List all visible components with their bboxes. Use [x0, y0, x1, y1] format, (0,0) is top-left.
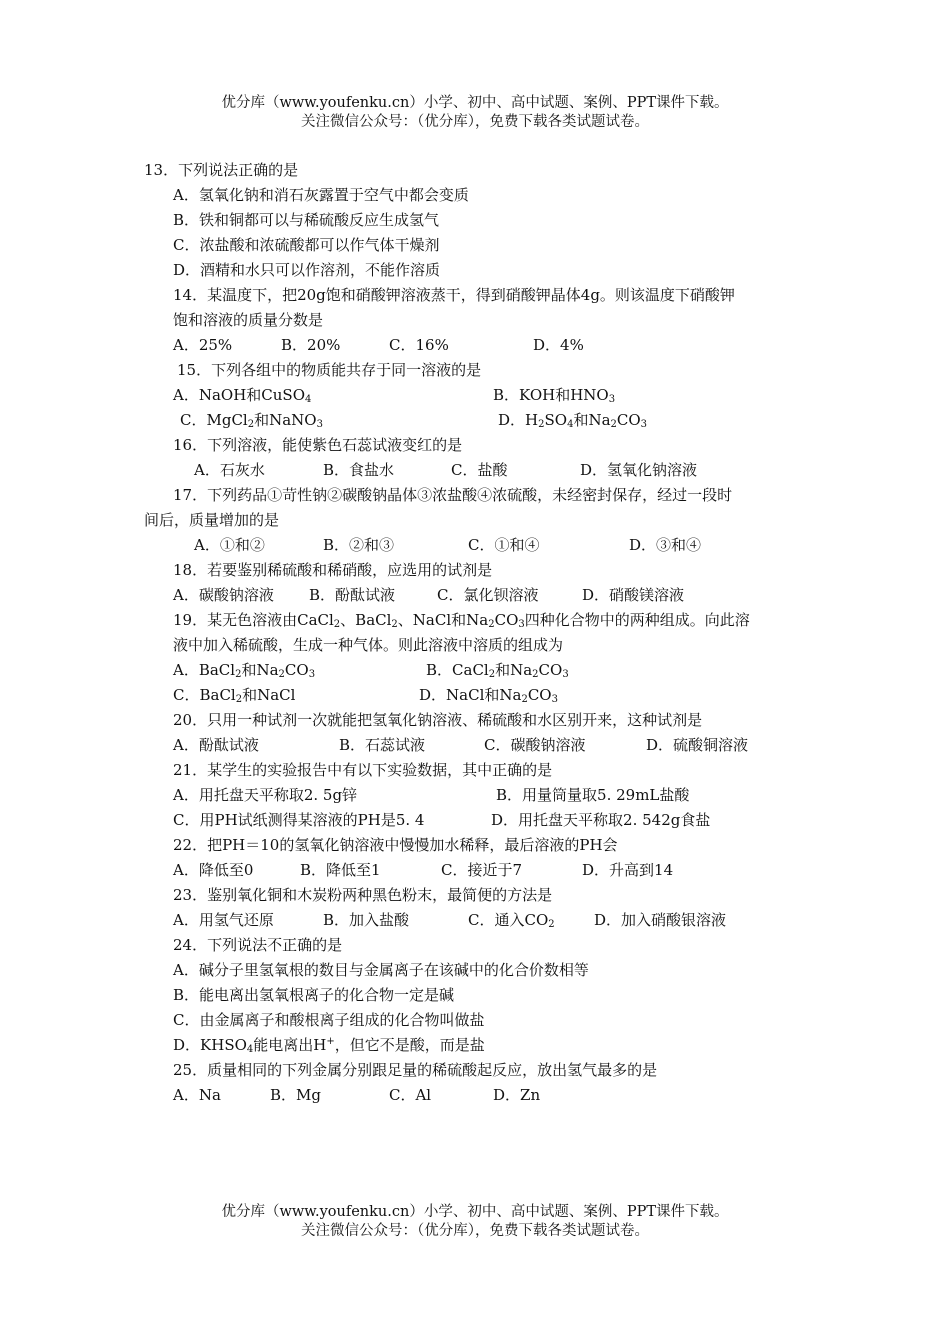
q23-option-a: A．用氢气还原 — [173, 911, 274, 929]
q22-option-a: A．降低至0 — [173, 861, 254, 879]
q13-option-c: C．浓盐酸和浓硫酸都可以作气体干燥剂 — [173, 236, 440, 254]
q19-options-cd — [0, 683, 950, 708]
q22-options — [0, 858, 950, 883]
q17-option-d: D．③和④ — [629, 536, 702, 554]
q14-option-b: B．20% — [281, 336, 341, 354]
q14-option-c: C．16% — [389, 336, 449, 354]
q19-stem-line2: 液中加入稀硫酸，生成一种气体。则此溶液中溶质的组成为 — [173, 636, 564, 654]
q13-option-d: D．酒精和水只可以作溶剂，不能作溶质 — [173, 261, 441, 279]
page-footer — [0, 1203, 950, 1241]
q15-stem: 15．下列各组中的物质能共存于同一溶液的是 — [177, 361, 482, 379]
q22-option-c: C．接近于7 — [441, 861, 523, 879]
q23-options — [0, 908, 950, 933]
q14-options — [0, 333, 950, 358]
q21-options-ab — [0, 783, 950, 808]
q18-option-d: D．硝酸镁溶液 — [582, 586, 685, 604]
q25-option-c: C．Al — [389, 1086, 432, 1104]
q18-option-a: A．碳酸钠溶液 — [173, 586, 274, 604]
q15-option-b: B．KOH和$HNO_3$ — [493, 386, 616, 405]
q18-stem: 18．若要鉴别稀硫酸和稀硝酸，应选用的试剂是 — [173, 561, 493, 579]
q15-option-c: C．MgCl$_2$和NaNO$_3$ — [180, 411, 323, 430]
q24-stem: 24．下列说法不正确的是 — [173, 936, 343, 954]
q13-stem: 13．下列说法正确的是 — [144, 161, 299, 179]
q15-options-ab — [0, 383, 950, 408]
page-header — [0, 94, 950, 132]
q25-stem: 25．质量相同的下列金属分别跟足量的稀硫酸起反应，放出氢气最多的是 — [173, 1061, 658, 1079]
q22-option-b: B．降低至1 — [300, 861, 381, 879]
q16-option-d: D．氢氧化钠溶液 — [580, 461, 698, 479]
q20-options — [0, 733, 950, 758]
q19-option-a: A．BaCl$_2$和$Na_2CO_3$ — [173, 661, 316, 680]
q15-options-cd — [0, 408, 950, 433]
q23-stem: 23．鉴别氧化铜和木炭粉两种黑色粉末，最简便的方法是 — [173, 886, 553, 904]
header-line-2: 关注微信公众号：（优分库），免费下载各类试题试卷。 — [301, 114, 649, 130]
q19-option-d: D．NaCl和$Na_2CO_3$ — [419, 686, 558, 705]
q21-options-cd — [0, 808, 950, 833]
q19-options-ab — [0, 658, 950, 683]
q23-option-d: D．加入硝酸银溶液 — [594, 911, 727, 929]
q24-option-b: B．能电离出氢氧根离子的化合物一定是碱 — [173, 986, 455, 1004]
q22-option-d: D．升高到14 — [582, 861, 674, 879]
q19-stem-line1: 19．某无色溶液由CaCl$_2$、BaCl$_2$、NaCl和$Na_2CO_3$四种化合物中的两种组成。向此溶 — [173, 611, 750, 630]
q20-option-b: B．石蕊试液 — [339, 736, 426, 754]
q14-option-a: A．25% — [173, 336, 233, 354]
q21-option-a: A．用托盘天平称取2. 5g锌 — [173, 786, 358, 804]
q15-option-a: A．NaOH和CuSO$_4$ — [173, 386, 312, 405]
q20-option-a: A．酚酞试液 — [173, 736, 259, 754]
q25-options — [0, 1083, 950, 1108]
q19-option-b: B．CaCl$_2$和$Na_2CO_3$ — [426, 661, 569, 680]
q20-option-d: D．硫酸铜溶液 — [646, 736, 749, 754]
footer-line-2: 关注微信公众号：（优分库），免费下载各类试题试卷。 — [301, 1223, 649, 1239]
q22-stem: 22．把PH＝10的氢氧化钠溶液中慢慢加水稀释，最后溶液的PH会 — [173, 836, 618, 854]
q25-option-b: B．Mg — [270, 1086, 321, 1104]
q16-options — [0, 458, 950, 483]
q14-option-d: D．4% — [533, 336, 584, 354]
footer-line-1: 优分库（www.youfenku.cn）小学、初中、高中试题、案例、PPT课件下载。 — [221, 1204, 729, 1220]
q21-option-c: C．用PH试纸测得某溶液的PH是5. 4 — [173, 811, 425, 829]
q16-stem: 16．下列溶液，能使紫色石蕊试液变红的是 — [173, 436, 463, 454]
q25-option-d: D．Zn — [493, 1086, 541, 1104]
q17-options — [0, 533, 950, 558]
q17-option-a: A．①和② — [194, 536, 265, 554]
q18-option-c: C．氯化钡溶液 — [437, 586, 539, 604]
q21-option-d: D．用托盘天平称取2. 542g食盐 — [491, 811, 711, 829]
q21-stem: 21．某学生的实验报告中有以下实验数据，其中正确的是 — [173, 761, 553, 779]
q16-option-c: C．盐酸 — [451, 461, 508, 479]
q17-stem-line1: 17．下列药品①苛性钠②碳酸钠晶体③浓盐酸④浓硫酸，未经密封保存，经过一段时 — [173, 486, 733, 504]
q16-option-b: B．食盐水 — [323, 461, 395, 479]
q24-option-a: A．碱分子里氢氧根的数目与金属离子在该碱中的化合价数相等 — [173, 961, 589, 979]
q23-option-c: C．通入$CO_2$ — [468, 911, 555, 930]
q17-option-c: C．①和④ — [468, 536, 540, 554]
header-line-1: 优分库（www.youfenku.cn）小学、初中、高中试题、案例、PPT课件下载。 — [221, 95, 729, 111]
q14-stem-line2: 饱和溶液的质量分数是 — [173, 311, 324, 329]
q15-option-d: D．$H_2SO_4$和$Na_2CO_3$ — [498, 411, 648, 430]
q23-option-b: B．加入盐酸 — [323, 911, 410, 929]
q25-option-a: A．Na — [173, 1086, 221, 1104]
q21-option-b: B．用量筒量取5. 29mL盐酸 — [496, 786, 690, 804]
q14-stem-line1: 14．某温度下，把20g饱和硝酸钾溶液蒸干，得到硝酸钾晶体4g。则该温度下硝酸钾 — [173, 286, 735, 304]
q13-option-a: A．氢氧化钠和消石灰露置于空气中都会变质 — [173, 186, 469, 204]
q17-option-b: B．②和③ — [323, 536, 395, 554]
q13-option-b: B．铁和铜都可以与稀硫酸反应生成氢气 — [173, 211, 440, 229]
q24-option-d: D．$KHSO_4$能电离出H+，但它不是酸，而是盐 — [173, 1036, 485, 1055]
question-list — [0, 158, 950, 1108]
q16-option-a: A．石灰水 — [194, 461, 265, 479]
q24-option-c: C．由金属离子和酸根离子组成的化合物叫做盐 — [173, 1011, 485, 1029]
q20-option-c: C．碳酸钠溶液 — [484, 736, 586, 754]
q18-options — [0, 583, 950, 608]
q20-stem: 20．只用一种试剂一次就能把氢氧化钠溶液、稀硫酸和水区别开来，这种试剂是 — [173, 711, 703, 729]
q17-stem-line2: 间后，质量增加的是 — [144, 511, 280, 529]
q19-option-c: C．BaCl$_2$和NaCl — [173, 686, 296, 705]
q18-option-b: B．酚酞试液 — [309, 586, 396, 604]
